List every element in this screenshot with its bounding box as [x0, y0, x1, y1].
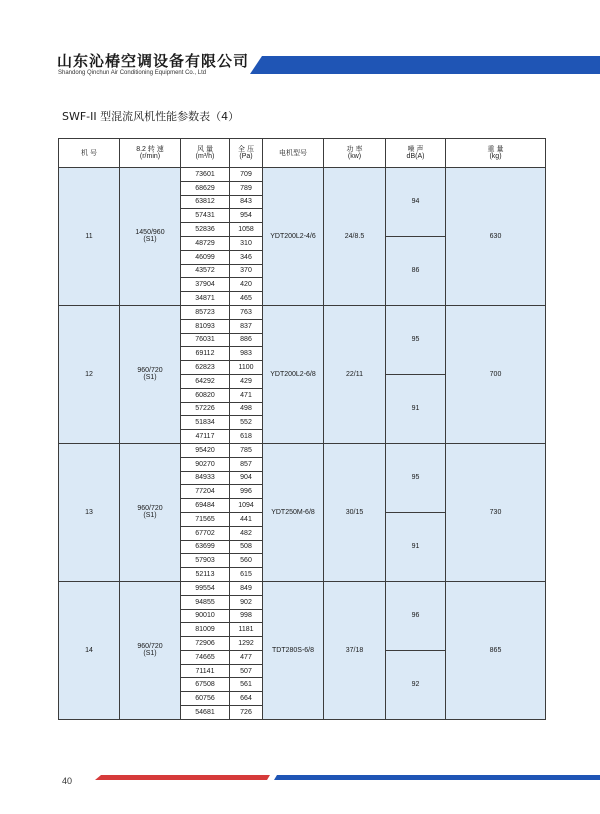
flow-cell: 57431: [181, 209, 230, 223]
flow-cell: 95420: [181, 443, 230, 457]
model-cell: 14: [59, 581, 120, 719]
pressure-cell: 429: [230, 374, 263, 388]
power-cell: 30/15: [324, 443, 386, 581]
flow-cell: 67702: [181, 526, 230, 540]
pressure-cell: 508: [230, 540, 263, 554]
power-cell: 24/8.5: [324, 168, 386, 306]
pressure-cell: 477: [230, 650, 263, 664]
noise-low-cell: 91: [386, 374, 446, 443]
header-pressure: 全 压 (Pa): [230, 139, 263, 168]
pressure-cell: 904: [230, 471, 263, 485]
flow-cell: 84933: [181, 471, 230, 485]
flow-cell: 94855: [181, 595, 230, 609]
noise-low-cell: 91: [386, 512, 446, 581]
page-number: 40: [62, 776, 73, 786]
table-row: [59, 305, 546, 319]
pressure-cell: 785: [230, 443, 263, 457]
table-header-row: [59, 139, 546, 168]
flow-cell: 76031: [181, 333, 230, 347]
noise-high-cell: 96: [386, 581, 446, 650]
pressure-cell: 857: [230, 457, 263, 471]
pressure-cell: 346: [230, 250, 263, 264]
weight-cell: 865: [446, 581, 546, 719]
header-model: 机 号: [59, 139, 120, 168]
pressure-cell: 664: [230, 692, 263, 706]
flow-cell: 52113: [181, 568, 230, 582]
header-speed: 8.2 转 速 (r/min): [120, 139, 181, 168]
flow-cell: 72906: [181, 637, 230, 651]
pressure-cell: 983: [230, 347, 263, 361]
flow-cell: 60756: [181, 692, 230, 706]
header-flow: 风 量 (m³/h): [181, 139, 230, 168]
pressure-cell: 482: [230, 526, 263, 540]
model-cell: 13: [59, 443, 120, 581]
speed-cell: 960/720 (S1): [120, 443, 181, 581]
flow-cell: 69484: [181, 499, 230, 513]
pressure-cell: 465: [230, 292, 263, 306]
company-name: 山东沁椿空调设备有限公司: [57, 52, 250, 70]
header-noise: 噪 声 dB(A): [386, 139, 446, 168]
flow-cell: 85723: [181, 305, 230, 319]
pressure-cell: 789: [230, 181, 263, 195]
company-name-english: Shandong Qinchun Air Conditioning Equipment Co., Ltd: [58, 70, 207, 76]
flow-cell: 54681: [181, 706, 230, 720]
motor-cell: YDT250M-6/8: [263, 443, 324, 581]
speed-cell: 960/720 (S1): [120, 581, 181, 719]
flow-cell: 74665: [181, 650, 230, 664]
pressure-cell: 618: [230, 430, 263, 444]
table-title: SWF-II 型混流风机性能参数表（4）: [62, 110, 240, 123]
flow-cell: 52836: [181, 223, 230, 237]
flow-cell: 73601: [181, 168, 230, 182]
flow-cell: 90270: [181, 457, 230, 471]
pressure-cell: 902: [230, 595, 263, 609]
pressure-cell: 370: [230, 264, 263, 278]
flow-cell: 69112: [181, 347, 230, 361]
power-cell: 22/11: [324, 305, 386, 443]
noise-high-cell: 95: [386, 305, 446, 374]
speed-cell: 1450/960 (S1): [120, 168, 181, 306]
pressure-cell: 552: [230, 416, 263, 430]
weight-cell: 700: [446, 305, 546, 443]
pressure-cell: 843: [230, 195, 263, 209]
pressure-cell: 709: [230, 168, 263, 182]
pressure-cell: 1094: [230, 499, 263, 513]
table-row: [59, 581, 546, 595]
pressure-cell: 837: [230, 319, 263, 333]
pressure-cell: 954: [230, 209, 263, 223]
speed-cell: 960/720 (S1): [120, 305, 181, 443]
flow-cell: 63699: [181, 540, 230, 554]
flow-cell: 43572: [181, 264, 230, 278]
flow-cell: 62823: [181, 361, 230, 375]
motor-cell: YDT200L2-6/8: [263, 305, 324, 443]
flow-cell: 47117: [181, 430, 230, 444]
pressure-cell: 560: [230, 554, 263, 568]
table-row: [59, 168, 546, 182]
weight-cell: 630: [446, 168, 546, 306]
flow-cell: 57903: [181, 554, 230, 568]
model-cell: 11: [59, 168, 120, 306]
flow-cell: 77204: [181, 485, 230, 499]
footer-stripe: [95, 772, 600, 784]
pressure-cell: 726: [230, 706, 263, 720]
flow-cell: 68629: [181, 181, 230, 195]
header-weight: 重 量 (kg): [446, 139, 546, 168]
pressure-cell: 1058: [230, 223, 263, 237]
pressure-cell: 615: [230, 568, 263, 582]
header-power: 功 率 (kw): [324, 139, 386, 168]
noise-high-cell: 95: [386, 443, 446, 512]
header-motor: 电机型号: [263, 139, 324, 168]
flow-cell: 48729: [181, 236, 230, 250]
noise-low-cell: 86: [386, 236, 446, 305]
flow-cell: 71565: [181, 512, 230, 526]
flow-cell: 64292: [181, 374, 230, 388]
flow-cell: 63812: [181, 195, 230, 209]
flow-cell: 67508: [181, 678, 230, 692]
flow-cell: 37904: [181, 278, 230, 292]
pressure-cell: 310: [230, 236, 263, 250]
flow-cell: 51834: [181, 416, 230, 430]
flow-cell: 57226: [181, 402, 230, 416]
flow-cell: 90010: [181, 609, 230, 623]
flow-cell: 71141: [181, 664, 230, 678]
noise-high-cell: 94: [386, 168, 446, 237]
pressure-cell: 507: [230, 664, 263, 678]
pressure-cell: 886: [230, 333, 263, 347]
flow-cell: 34871: [181, 292, 230, 306]
power-cell: 37/18: [324, 581, 386, 719]
table-body: [59, 168, 546, 720]
flow-cell: 60820: [181, 388, 230, 402]
performance-table: [58, 138, 546, 720]
flow-cell: 81009: [181, 623, 230, 637]
pressure-cell: 763: [230, 305, 263, 319]
model-cell: 12: [59, 305, 120, 443]
pressure-cell: 996: [230, 485, 263, 499]
pressure-cell: 561: [230, 678, 263, 692]
table-row: [59, 443, 546, 457]
pressure-cell: 498: [230, 402, 263, 416]
motor-cell: TDT280S-6/8: [263, 581, 324, 719]
noise-low-cell: 92: [386, 650, 446, 719]
pressure-cell: 849: [230, 581, 263, 595]
header-stripe: [250, 56, 600, 74]
pressure-cell: 1100: [230, 361, 263, 375]
pressure-cell: 420: [230, 278, 263, 292]
flow-cell: 99554: [181, 581, 230, 595]
pressure-cell: 998: [230, 609, 263, 623]
pressure-cell: 1181: [230, 623, 263, 637]
flow-cell: 46099: [181, 250, 230, 264]
pressure-cell: 441: [230, 512, 263, 526]
pressure-cell: 471: [230, 388, 263, 402]
weight-cell: 730: [446, 443, 546, 581]
flow-cell: 81093: [181, 319, 230, 333]
motor-cell: YDT200L2-4/6: [263, 168, 324, 306]
pressure-cell: 1292: [230, 637, 263, 651]
